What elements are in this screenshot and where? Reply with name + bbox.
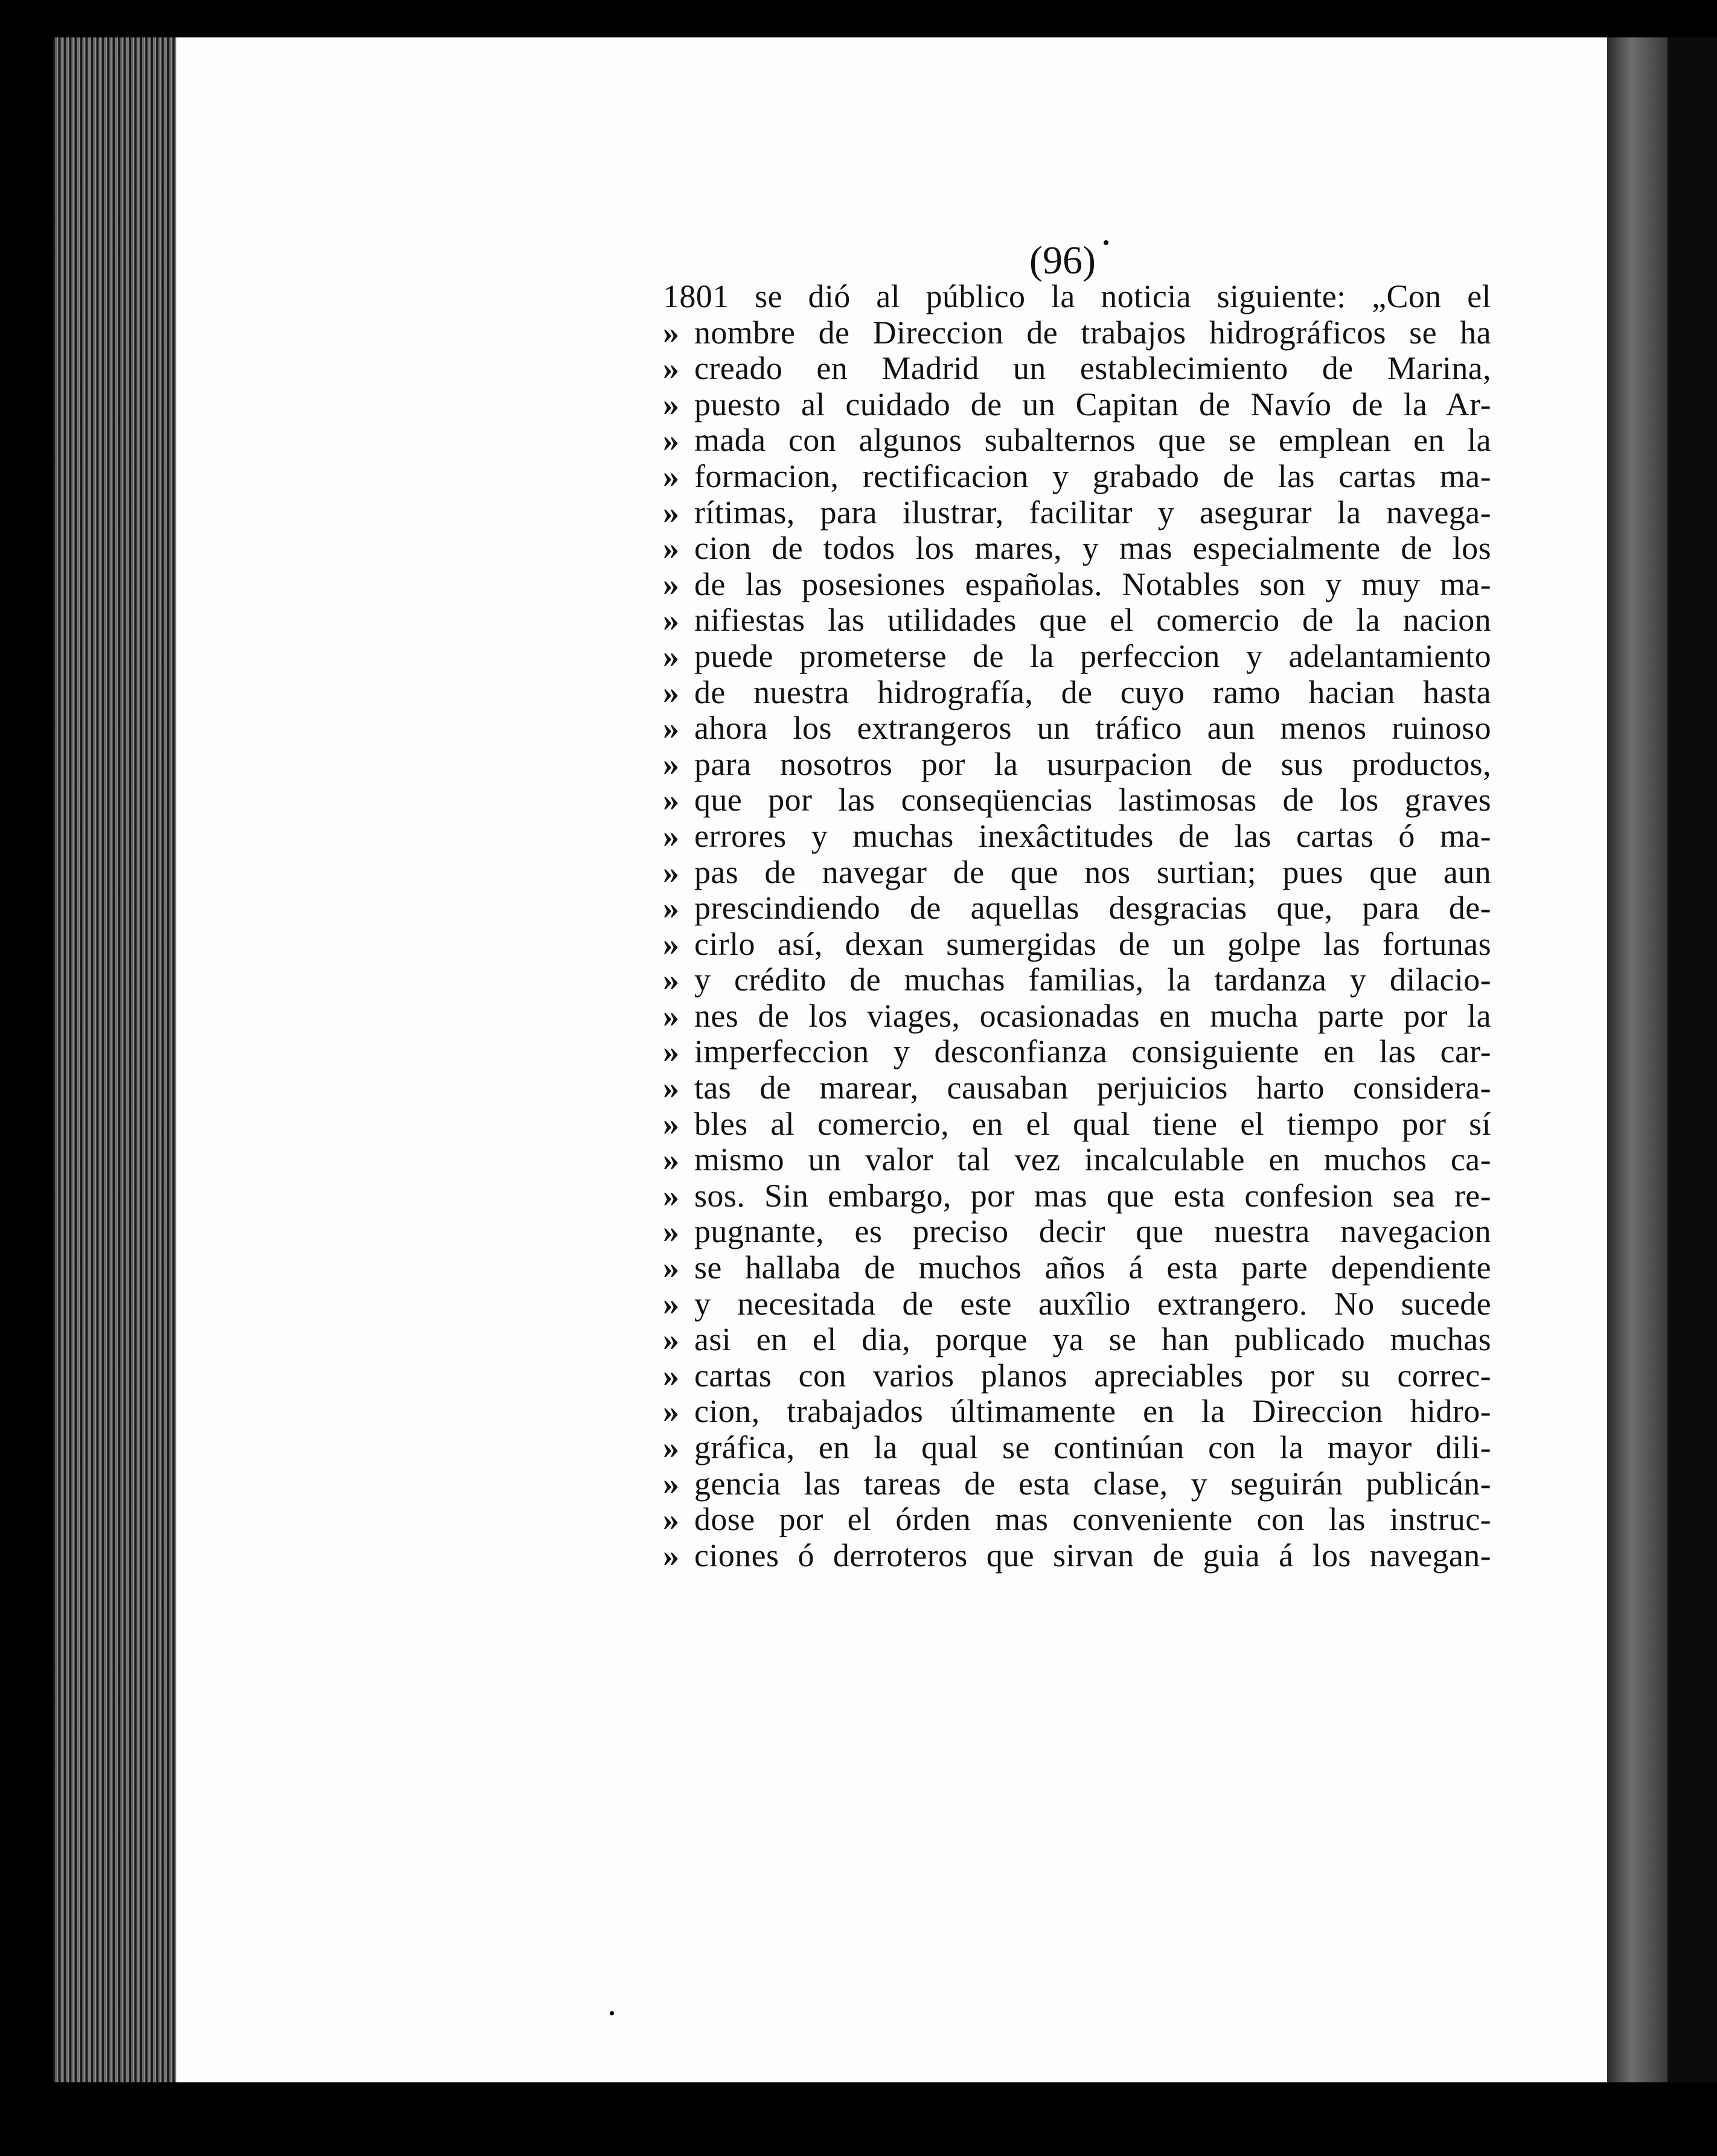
text-line [663, 1178, 1491, 1214]
quote-mark: » [663, 386, 680, 423]
book-spine-shadow [1667, 37, 1717, 2082]
text-line [663, 351, 1491, 387]
text-line [663, 639, 1491, 675]
body-text [663, 279, 1491, 1574]
line-text: gencia las tareas de esta clase, y seguirán publicán- [694, 1465, 1491, 1502]
line-text: de las posesiones españolas. Notables son y muy ma- [694, 566, 1491, 602]
quote-mark: » [663, 1357, 680, 1394]
quote-mark: » [663, 997, 680, 1034]
line-text: que por las conseqüencias lastimosas de los graves [694, 782, 1491, 818]
text-line [663, 855, 1491, 891]
line-text: para nosotros por la usurpacion de sus productos, [694, 745, 1491, 782]
text-line [663, 1322, 1491, 1358]
text-line [663, 1034, 1491, 1070]
text-line [663, 279, 1491, 315]
text-line [663, 1106, 1491, 1143]
text-line [663, 1070, 1491, 1106]
line-text: puede prometerse de la perfeccion y adelantamiento [694, 637, 1491, 674]
line-text: nes de los viages, ocasionadas en mucha parte por la [694, 997, 1491, 1034]
text-line [663, 315, 1491, 351]
quote-mark: » [663, 1429, 680, 1466]
quote-mark: » [663, 890, 680, 927]
line-text: asi en el dia, porque ya se han publicado muchas [694, 1321, 1491, 1358]
quote-mark: » [663, 674, 680, 710]
quote-mark: » [663, 350, 680, 387]
quote-mark: » [663, 1465, 680, 1502]
line-text: formacion, rectificacion y grabado de las cartas ma- [694, 458, 1491, 494]
text-line [663, 710, 1491, 747]
text-line [663, 1538, 1491, 1574]
text-line [663, 675, 1491, 711]
line-text: nombre de Direccion de trabajos hidrográficos se ha [694, 314, 1491, 351]
text-line [663, 1358, 1491, 1394]
line-text: cion de todos los mares, y mas especialmente de los [694, 530, 1491, 567]
quote-mark: » [663, 566, 680, 602]
text-line [663, 531, 1491, 567]
line-text: 1801 se dió al público la noticia siguiente: „Con el [663, 278, 1491, 314]
line-text: cirlo así, dexan sumergidas de un golpe las fortunas [694, 925, 1491, 962]
scan-background-top [0, 0, 1717, 37]
quote-mark: » [663, 1105, 680, 1142]
line-text: gráfica, en la qual se continúan con la mayor dili- [694, 1429, 1491, 1466]
line-text: y crédito de muchas familias, la tardanza y dilacio- [694, 962, 1491, 998]
line-text: prescindiendo de aquellas desgracias que, para de- [694, 890, 1491, 927]
quote-mark: » [663, 422, 680, 459]
text-line [663, 1430, 1491, 1466]
quote-mark: » [663, 1070, 680, 1106]
text-line [663, 1394, 1491, 1430]
line-text: imperfeccion y desconfianza consiguiente en las car- [694, 1033, 1491, 1070]
quote-mark: » [663, 853, 680, 890]
line-text: de nuestra hidrografía, de cuyo ramo hacian hasta [694, 674, 1491, 710]
quote-mark: » [663, 1213, 680, 1250]
text-line [663, 747, 1491, 783]
line-text: cion, trabajados últimamente en la Direccion hidro- [694, 1393, 1491, 1430]
text-line [663, 387, 1491, 423]
line-text: creado en Madrid un establecimiento de Marina, [694, 350, 1491, 387]
line-text: pas de navegar de que nos surtian; pues que aun [694, 853, 1491, 890]
quote-mark: » [663, 1393, 680, 1430]
line-text: pugnante, es preciso decir que nuestra navegacion [694, 1213, 1491, 1250]
scan-background-bottom [0, 2082, 1717, 2156]
line-text: y necesitada de este auxîlio extrangero. No sucede [694, 1285, 1491, 1322]
quote-mark: » [663, 637, 680, 674]
quote-mark: » [663, 925, 680, 962]
text-line [663, 567, 1491, 603]
text-line [663, 962, 1491, 998]
line-text: sos. Sin embargo, por mas que esta confesion sea re- [694, 1177, 1491, 1214]
quote-mark: » [663, 494, 680, 531]
quote-mark: » [663, 782, 680, 818]
quote-mark: » [663, 1501, 680, 1538]
line-text: cartas con varios planos apreciables por su correc- [694, 1357, 1491, 1394]
quote-mark: » [663, 817, 680, 854]
line-text: nifiestas las utilidades que el comercio de la nacion [694, 602, 1491, 639]
line-text: mismo un valor tal vez incalculable en muchos ca- [694, 1141, 1491, 1178]
quote-mark: » [663, 1177, 680, 1214]
quote-mark: » [663, 1537, 680, 1574]
line-text: errores y muchas inexâctitudes de las cartas ó ma- [694, 817, 1491, 854]
line-text: se hallaba de muchos años á esta parte dependiente [694, 1249, 1491, 1286]
line-text: dose por el órden mas conveniente con las instruc- [694, 1501, 1491, 1538]
line-text: mada con algunos subalternos que se emplean en la [694, 422, 1491, 459]
quote-mark: » [663, 314, 680, 351]
text-line [663, 1502, 1491, 1538]
page-number: (96) [1029, 238, 1096, 282]
text-line [663, 602, 1491, 639]
quote-mark: » [663, 1285, 680, 1322]
text-line [663, 782, 1491, 818]
text-line [663, 1466, 1491, 1502]
line-text: puesto al cuidado de un Capitan de Navío de la Ar- [694, 386, 1491, 423]
line-text: bles al comercio, en el qual tiene el tiempo por sí [694, 1105, 1491, 1142]
quote-mark: » [663, 458, 680, 494]
text-line [663, 495, 1491, 531]
line-text: rítimas, para ilustrar, facilitar y asegurar la navega- [694, 494, 1491, 531]
quote-mark: » [663, 1033, 680, 1070]
line-text: ahora los extrangeros un tráfico aun menos ruinoso [694, 710, 1491, 747]
quote-mark: » [663, 962, 680, 998]
text-line [663, 459, 1491, 495]
ink-speck [610, 2011, 614, 2015]
text-line [663, 998, 1491, 1035]
text-line [663, 1250, 1491, 1286]
quote-mark: » [663, 530, 680, 567]
text-line [663, 423, 1491, 459]
line-text: tas de marear, causaban perjuicios harto considera- [694, 1070, 1491, 1106]
book-right-edge [1607, 37, 1667, 2082]
quote-mark: » [663, 1141, 680, 1178]
text-line [663, 1286, 1491, 1322]
text-line [663, 927, 1491, 963]
text-line [663, 818, 1491, 855]
text-line [663, 1214, 1491, 1250]
text-line [663, 890, 1491, 927]
quote-mark: » [663, 1249, 680, 1286]
text-line [663, 1142, 1491, 1178]
quote-mark: » [663, 745, 680, 782]
quote-mark: » [663, 1321, 680, 1358]
quote-mark: » [663, 710, 680, 747]
line-text: ciones ó derroteros que sirvan de guia á los navegan- [694, 1537, 1491, 1574]
quote-mark: » [663, 602, 680, 639]
